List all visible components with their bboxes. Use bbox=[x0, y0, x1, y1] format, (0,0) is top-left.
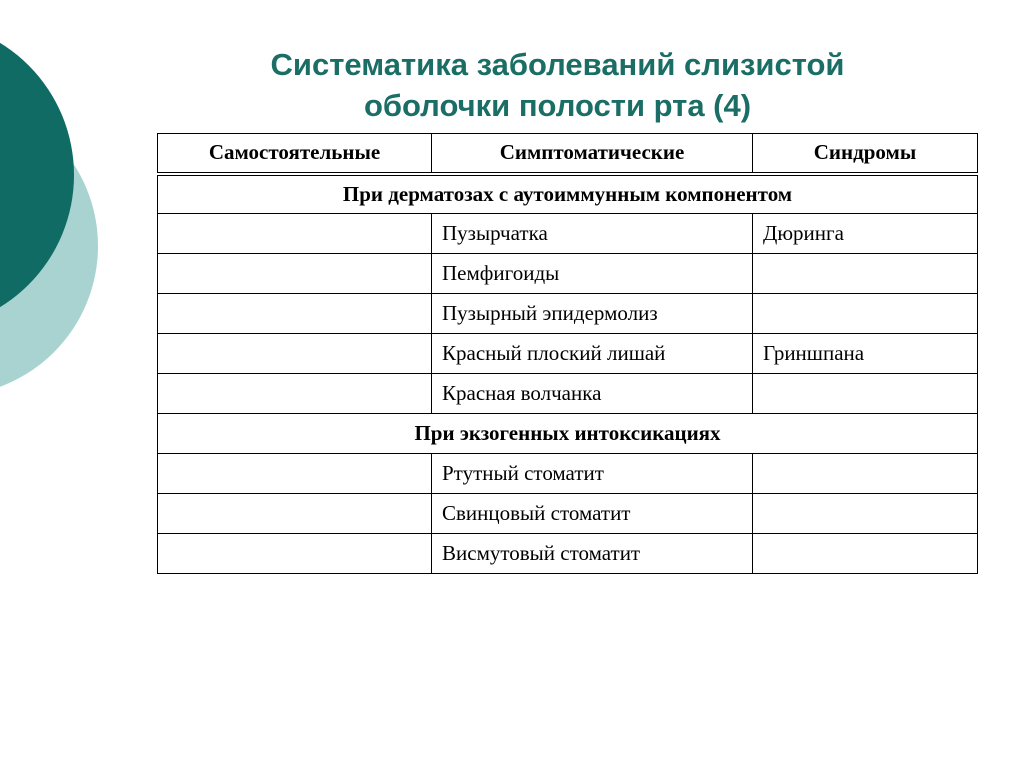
table-cell bbox=[753, 534, 978, 574]
table-row bbox=[158, 534, 978, 574]
table-cell bbox=[158, 294, 432, 334]
table-cell bbox=[753, 294, 978, 334]
table-row bbox=[158, 454, 978, 494]
table-row bbox=[158, 334, 978, 374]
table-cell bbox=[158, 494, 432, 534]
table-header-row bbox=[158, 134, 978, 174]
table-cell: Гриншпана bbox=[753, 334, 978, 374]
header-syndromes: Синдромы bbox=[753, 134, 978, 174]
table-row bbox=[158, 294, 978, 334]
table-cell: Ртутный стоматит bbox=[432, 454, 753, 494]
section-row-dermatoses bbox=[158, 174, 978, 214]
table-cell bbox=[158, 334, 432, 374]
table-cell: Дюринга bbox=[753, 214, 978, 254]
section-label: При дерматозах с аутоиммунным компонентом bbox=[158, 174, 978, 214]
table-row bbox=[158, 494, 978, 534]
table-row bbox=[158, 374, 978, 414]
table-cell bbox=[158, 214, 432, 254]
slide-title-line-1: Систематика заболеваний слизистой bbox=[270, 47, 845, 82]
table-cell bbox=[158, 374, 432, 414]
table-cell: Пузырчатка bbox=[432, 214, 753, 254]
table-cell bbox=[753, 494, 978, 534]
section-label: При экзогенных интоксикациях bbox=[158, 414, 978, 454]
slide-title-line-2: оболочки полости рта (4) bbox=[363, 88, 752, 123]
classification-table bbox=[157, 133, 978, 574]
section-row-intoxications bbox=[158, 414, 978, 454]
table-row bbox=[158, 254, 978, 294]
table-cell: Красная волчанка bbox=[432, 374, 753, 414]
table-cell: Красный плоский лишай bbox=[432, 334, 753, 374]
table-cell bbox=[753, 454, 978, 494]
table-cell bbox=[753, 374, 978, 414]
table-cell bbox=[158, 534, 432, 574]
decorative-circles bbox=[0, 0, 110, 400]
header-independent: Самостоятельные bbox=[158, 134, 432, 174]
table-row bbox=[158, 214, 978, 254]
table-cell bbox=[753, 254, 978, 294]
header-symptomatic: Симптоматические bbox=[432, 134, 753, 174]
table-cell: Свинцовый стоматит bbox=[432, 494, 753, 534]
table-cell bbox=[158, 254, 432, 294]
table-cell bbox=[158, 454, 432, 494]
table-cell: Висмутовый стоматит bbox=[432, 534, 753, 574]
table-cell: Пемфигоиды bbox=[432, 254, 753, 294]
slide-title bbox=[200, 44, 915, 126]
table-cell: Пузырный эпидермолиз bbox=[432, 294, 753, 334]
